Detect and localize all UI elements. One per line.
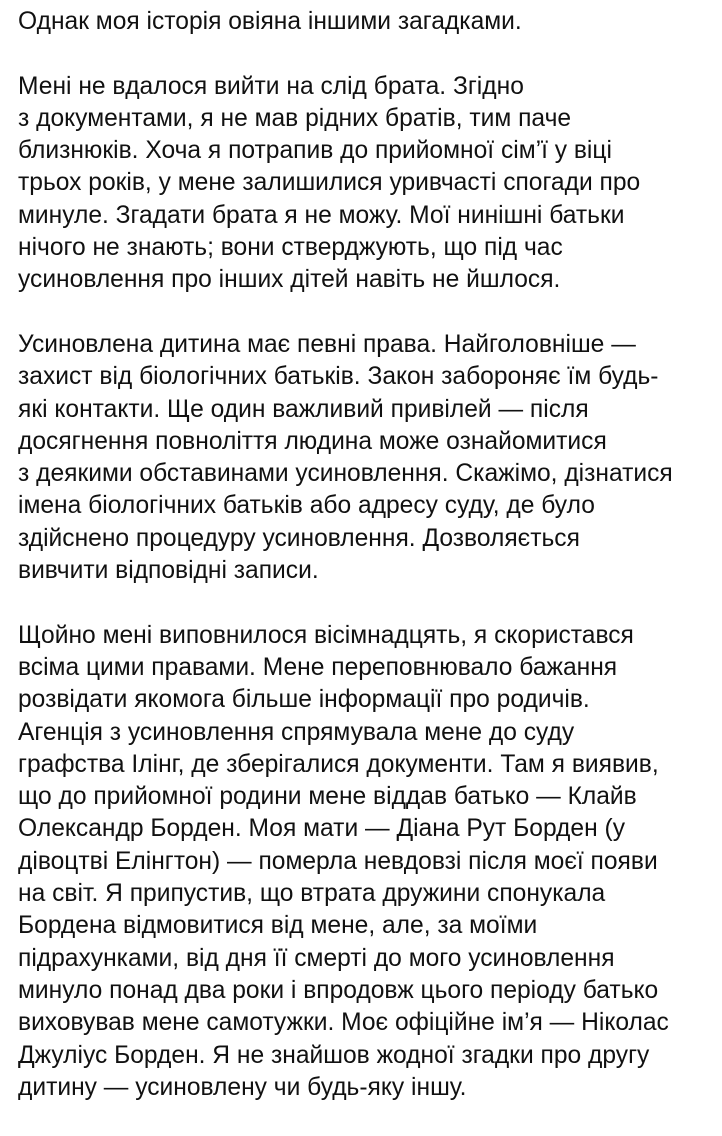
text-line: Бордена відмовитися від мене, але, за моїми — [18, 912, 538, 940]
text-line: Агенція з усиновлення спрямувала мене до суду — [18, 718, 575, 746]
text-line: досягнення повноліття людина може ознайомитися — [18, 427, 607, 455]
text-line: дитину — усиновлену чи будь-яку іншу. — [18, 1073, 467, 1101]
text-line: розвідати якомога більше інформації про родичів. — [18, 686, 590, 714]
text-line: здійснено процедуру усиновлення. Дозволяється — [18, 524, 580, 552]
paragraph-2 — [18, 71, 708, 297]
text-line: дівоцтві Елінгтон) — померла невдовзі після моєї появи — [18, 847, 658, 875]
document-page — [18, 6, 708, 1136]
text-line: які контакти. Ще один важливий привілей — після — [18, 395, 589, 423]
text-line: Усиновлена дитина має певні права. Найголовніше — — [18, 330, 636, 358]
text-line: що до прийомної родини мене віддав батько — Клайв — [18, 783, 637, 811]
text-line: всіма цими правами. Мене переповнювало бажання — [18, 653, 618, 681]
text-line: Олександр Борден. Моя мати — Діана Рут Борден (у — [18, 815, 625, 843]
text-line: Джуліус Борден. Я не знайшов жодної згадки про другу — [18, 1041, 650, 1069]
text-line: з деякими обставинами усиновлення. Скажімо, дізнатися — [18, 460, 673, 488]
text-line: Мені не вдалося вийти на слід брата. Згідно — [18, 72, 524, 100]
text-line: трьох років, у мене залишилися уривчасті спогади про — [18, 169, 641, 197]
text-line: графства Ілінг, де зберігалися документи. Там я виявив, — [18, 750, 659, 778]
text-line: вивчити відповідні записи. — [18, 557, 319, 585]
text-line: підрахунками, від дня її смерті до мого усиновлення — [18, 944, 615, 972]
text-line: минуло понад два роки і впродовж цього періоду батько — [18, 976, 659, 1004]
text-line: виховував мене самотужки. Моє офіційне ім’я — Ніколас — [18, 1009, 669, 1037]
text-line: Однак моя історія овіяна іншими загадками. — [18, 8, 522, 35]
paragraph-1 — [18, 6, 708, 38]
text-line: на світ. Я припустив, що втрата дружини спонукала — [18, 880, 606, 908]
text-line: близнюків. Хоча я потрапив до прийомної сім’ї у віці — [18, 137, 612, 165]
text-line: минуле. Згадати брата я не можу. Мої нинішні батьки — [18, 201, 625, 229]
text-line: з документами, я не мав рідних братів, тим паче — [18, 104, 572, 132]
text-line: імена біологічних батьків або адресу суду, де було — [18, 492, 595, 520]
paragraph-3 — [18, 329, 708, 587]
text-line: захист від біологічних батьків. Закон забороняє їм будь- — [18, 363, 659, 391]
text-line: Щойно мені виповнилося вісімнадцять, я скористався — [18, 621, 634, 649]
text-line: нічого не знають; вони стверджують, що під час — [18, 234, 563, 262]
text-line: усиновлення про інших дітей навіть не йшлося. — [18, 266, 561, 294]
paragraph-4 — [18, 620, 708, 1104]
